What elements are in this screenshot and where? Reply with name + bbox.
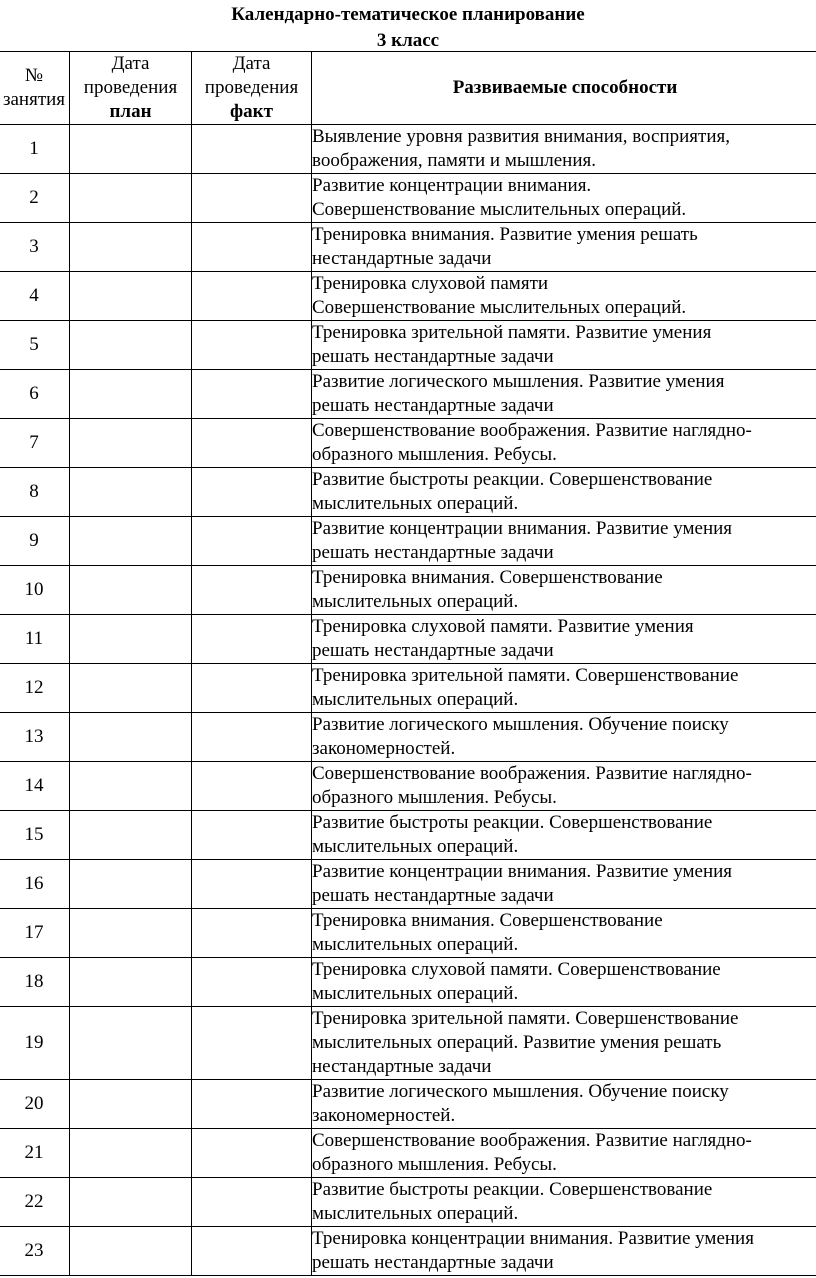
date-plan-cell[interactable] (70, 370, 192, 419)
date-fact-cell[interactable] (192, 615, 312, 664)
abilities-text-line: мыслительных операций. (312, 493, 519, 514)
abilities-text-line: Тренировка слуховой памяти. Развитие умения (312, 616, 694, 637)
table-row (0, 909, 816, 958)
abilities-text-line: решать нестандартные задачи (312, 542, 554, 563)
date-plan-cell[interactable] (70, 419, 192, 468)
abilities-cell (312, 1007, 816, 1080)
lesson-number-cell: 17 (0, 909, 70, 958)
abilities-cell (312, 958, 816, 1007)
table-row (0, 615, 816, 664)
date-plan-cell[interactable] (70, 1080, 192, 1129)
header-text: занятия (2, 89, 66, 110)
lesson-number-cell: 13 (0, 713, 70, 762)
abilities-text-line: нестандартные задачи (312, 248, 492, 269)
lesson-number-cell: 10 (0, 566, 70, 615)
abilities-text-line: образного мышления. Ребусы. (312, 787, 557, 808)
lesson-number-cell: 5 (0, 321, 70, 370)
abilities-text-line: образного мышления. Ребусы. (312, 1154, 557, 1175)
table-row (0, 1227, 816, 1276)
table-row (0, 468, 816, 517)
abilities-cell (312, 517, 816, 566)
abilities-cell (312, 664, 816, 713)
date-plan-cell[interactable] (70, 272, 192, 321)
table-body (0, 125, 816, 1276)
date-plan-cell[interactable] (70, 958, 192, 1007)
table-row (0, 174, 816, 223)
header-text: факт (230, 101, 273, 122)
lesson-number-cell: 16 (0, 860, 70, 909)
header-text: план (109, 101, 152, 122)
date-plan-cell[interactable] (70, 1129, 192, 1178)
table-row (0, 811, 816, 860)
abilities-text-line: Выявление уровня развития внимания, восприятия, (312, 126, 730, 147)
abilities-text-line: решать нестандартные задачи (312, 640, 554, 661)
date-fact-cell[interactable] (192, 272, 312, 321)
abilities-cell (312, 1129, 816, 1178)
abilities-text-line: Тренировка слуховой памяти (312, 273, 549, 294)
date-fact-cell[interactable] (192, 762, 312, 811)
abilities-text-line: Развитие логического мышления. Обучение поиску (312, 714, 729, 735)
lesson-number-cell: 21 (0, 1129, 70, 1178)
lesson-number-cell: 9 (0, 517, 70, 566)
abilities-text-line: Развитие концентрации внимания. (312, 175, 592, 196)
abilities-text-line: решать нестандартные задачи (312, 346, 554, 367)
abilities-text-line: мыслительных операций. (312, 689, 519, 710)
date-fact-cell[interactable] (192, 321, 312, 370)
table-row (0, 566, 816, 615)
lesson-number-cell: 8 (0, 468, 70, 517)
lesson-number-cell: 15 (0, 811, 70, 860)
abilities-text-line: мыслительных операций. (312, 836, 519, 857)
abilities-cell (312, 174, 816, 223)
abilities-cell (312, 1080, 816, 1129)
header-lesson-number (0, 52, 70, 125)
date-plan-cell[interactable] (70, 321, 192, 370)
abilities-text-line: Развитие быстроты реакции. Совершенствование (312, 812, 713, 833)
lesson-number-cell: 7 (0, 419, 70, 468)
table-row (0, 125, 816, 174)
abilities-cell (312, 762, 816, 811)
date-plan-cell[interactable] (70, 1227, 192, 1276)
abilities-text-line: Тренировка зрительной памяти. Совершенствование (312, 1008, 739, 1029)
date-fact-cell[interactable] (192, 664, 312, 713)
abilities-text-line: Развитие быстроты реакции. Совершенствование (312, 469, 713, 490)
abilities-text-line: Тренировка зрительной памяти. Совершенствование (312, 665, 739, 686)
planning-table (0, 51, 816, 1276)
date-fact-cell[interactable] (192, 566, 312, 615)
lesson-number-cell: 1 (0, 125, 70, 174)
date-fact-cell[interactable] (192, 713, 312, 762)
abilities-cell (312, 370, 816, 419)
date-plan-cell[interactable] (70, 1007, 192, 1080)
header-date-fact (192, 52, 312, 125)
date-plan-cell[interactable] (70, 811, 192, 860)
abilities-text-line: Совершенствование воображения. Развитие наглядно- (312, 1130, 752, 1151)
table-row (0, 1007, 816, 1080)
table-row (0, 860, 816, 909)
date-plan-cell[interactable] (70, 762, 192, 811)
date-fact-cell[interactable] (192, 517, 312, 566)
lesson-number-cell: 6 (0, 370, 70, 419)
header-text: № (24, 65, 44, 86)
lesson-number-cell: 2 (0, 174, 70, 223)
abilities-cell (312, 566, 816, 615)
date-plan-cell[interactable] (70, 468, 192, 517)
abilities-cell (312, 713, 816, 762)
abilities-text-line: Развитие концентрации внимания. Развитие умения (312, 518, 733, 539)
date-fact-cell[interactable] (192, 370, 312, 419)
header-abilities: Развиваемые способности (312, 52, 816, 125)
abilities-cell (312, 419, 816, 468)
date-plan-cell[interactable] (70, 174, 192, 223)
date-fact-cell[interactable] (192, 811, 312, 860)
abilities-cell (312, 860, 816, 909)
lesson-number-cell: 14 (0, 762, 70, 811)
page-title: Календарно-тематическое планирование (231, 4, 585, 25)
lesson-number-cell: 20 (0, 1080, 70, 1129)
abilities-text-line: решать нестандартные задачи (312, 1252, 554, 1273)
date-plan-cell[interactable] (70, 223, 192, 272)
table-row (0, 419, 816, 468)
abilities-text-line: мыслительных операций. Развитие умения решать (312, 1032, 722, 1053)
lesson-number-cell: 4 (0, 272, 70, 321)
lesson-number-cell: 3 (0, 223, 70, 272)
abilities-cell (312, 272, 816, 321)
abilities-cell (312, 468, 816, 517)
abilities-text-line: мыслительных операций. (312, 983, 519, 1004)
abilities-cell (312, 811, 816, 860)
date-fact-cell[interactable] (192, 223, 312, 272)
abilities-text-line: Тренировка внимания. Совершенствование (312, 567, 663, 588)
date-fact-cell[interactable] (192, 1007, 312, 1080)
abilities-text-line: закономерностей. (312, 738, 456, 759)
abilities-text-line: Развитие быстроты реакции. Совершенствование (312, 1179, 713, 1200)
date-fact-cell[interactable] (192, 1129, 312, 1178)
lesson-number-cell: 23 (0, 1227, 70, 1276)
lesson-number-cell: 18 (0, 958, 70, 1007)
table-row (0, 664, 816, 713)
table-row (0, 370, 816, 419)
abilities-text-line: Тренировка внимания. Развитие умения решать (312, 224, 698, 245)
header-text: проведения (83, 77, 178, 98)
abilities-text-line: Развитие логического мышления. Обучение поиску (312, 1081, 729, 1102)
abilities-text-line: Совершенствование воображения. Развитие наглядно- (312, 763, 752, 784)
date-plan-cell[interactable] (70, 1178, 192, 1227)
abilities-text-line: мыслительных операций. (312, 1203, 519, 1224)
table-row (0, 958, 816, 1007)
date-fact-cell[interactable] (192, 1227, 312, 1276)
date-fact-cell[interactable] (192, 1080, 312, 1129)
abilities-cell (312, 125, 816, 174)
date-fact-cell[interactable] (192, 468, 312, 517)
date-fact-cell[interactable] (192, 860, 312, 909)
abilities-text-line: Совершенствование мыслительных операций. (312, 199, 687, 220)
table-row (0, 321, 816, 370)
lesson-number-cell: 19 (0, 1007, 70, 1080)
abilities-text-line: Тренировка зрительной памяти. Развитие умения (312, 322, 712, 343)
table-row (0, 713, 816, 762)
date-plan-cell[interactable] (70, 664, 192, 713)
header-text: Дата (111, 53, 150, 74)
date-plan-cell[interactable] (70, 517, 192, 566)
table-row (0, 272, 816, 321)
abilities-cell (312, 1227, 816, 1276)
page-subtitle: 3 класс (376, 30, 440, 51)
abilities-text-line: мыслительных операций. (312, 591, 519, 612)
table-row (0, 1129, 816, 1178)
abilities-text-line: Совершенствование мыслительных операций. (312, 297, 687, 318)
lesson-number-cell: 11 (0, 615, 70, 664)
abilities-text-line: воображения, памяти и мышления. (312, 150, 596, 171)
date-plan-cell[interactable] (70, 860, 192, 909)
date-plan-cell[interactable] (70, 125, 192, 174)
abilities-text-line: образного мышления. Ребусы. (312, 444, 557, 465)
abilities-text-line: решать нестандартные задачи (312, 395, 554, 416)
date-plan-cell[interactable] (70, 713, 192, 762)
abilities-text-line: Совершенствование воображения. Развитие наглядно- (312, 420, 752, 441)
date-plan-cell[interactable] (70, 615, 192, 664)
header-text: проведения (204, 77, 299, 98)
abilities-text-line: Развитие логического мышления. Развитие умения (312, 371, 725, 392)
header-text: Дата (232, 53, 271, 74)
abilities-text-line: Тренировка внимания. Совершенствование (312, 910, 663, 931)
abilities-text-line: Развитие концентрации внимания. Развитие умения (312, 861, 733, 882)
abilities-cell (312, 321, 816, 370)
header-date-plan (70, 52, 192, 125)
table-header-row (0, 52, 816, 125)
abilities-text-line: нестандартные задачи (312, 1056, 492, 1077)
lesson-number-cell: 22 (0, 1178, 70, 1227)
date-fact-cell[interactable] (192, 1178, 312, 1227)
abilities-text-line: мыслительных операций. (312, 934, 519, 955)
abilities-cell (312, 909, 816, 958)
date-fact-cell[interactable] (192, 909, 312, 958)
date-fact-cell[interactable] (192, 125, 312, 174)
date-plan-cell[interactable] (70, 909, 192, 958)
table-row (0, 1080, 816, 1129)
date-plan-cell[interactable] (70, 566, 192, 615)
date-fact-cell[interactable] (192, 174, 312, 223)
table-row (0, 517, 816, 566)
abilities-text-line: решать нестандартные задачи (312, 885, 554, 906)
date-fact-cell[interactable] (192, 958, 312, 1007)
lesson-number-cell: 12 (0, 664, 70, 713)
abilities-cell (312, 1178, 816, 1227)
abilities-text-line: Тренировка слуховой памяти. Совершенствование (312, 959, 721, 980)
date-fact-cell[interactable] (192, 419, 312, 468)
abilities-text-line: закономерностей. (312, 1105, 456, 1126)
table-row (0, 223, 816, 272)
table-row (0, 762, 816, 811)
abilities-cell (312, 223, 816, 272)
abilities-cell (312, 615, 816, 664)
table-row (0, 1178, 816, 1227)
abilities-text-line: Тренировка концентрации внимания. Развитие умения (312, 1228, 754, 1249)
